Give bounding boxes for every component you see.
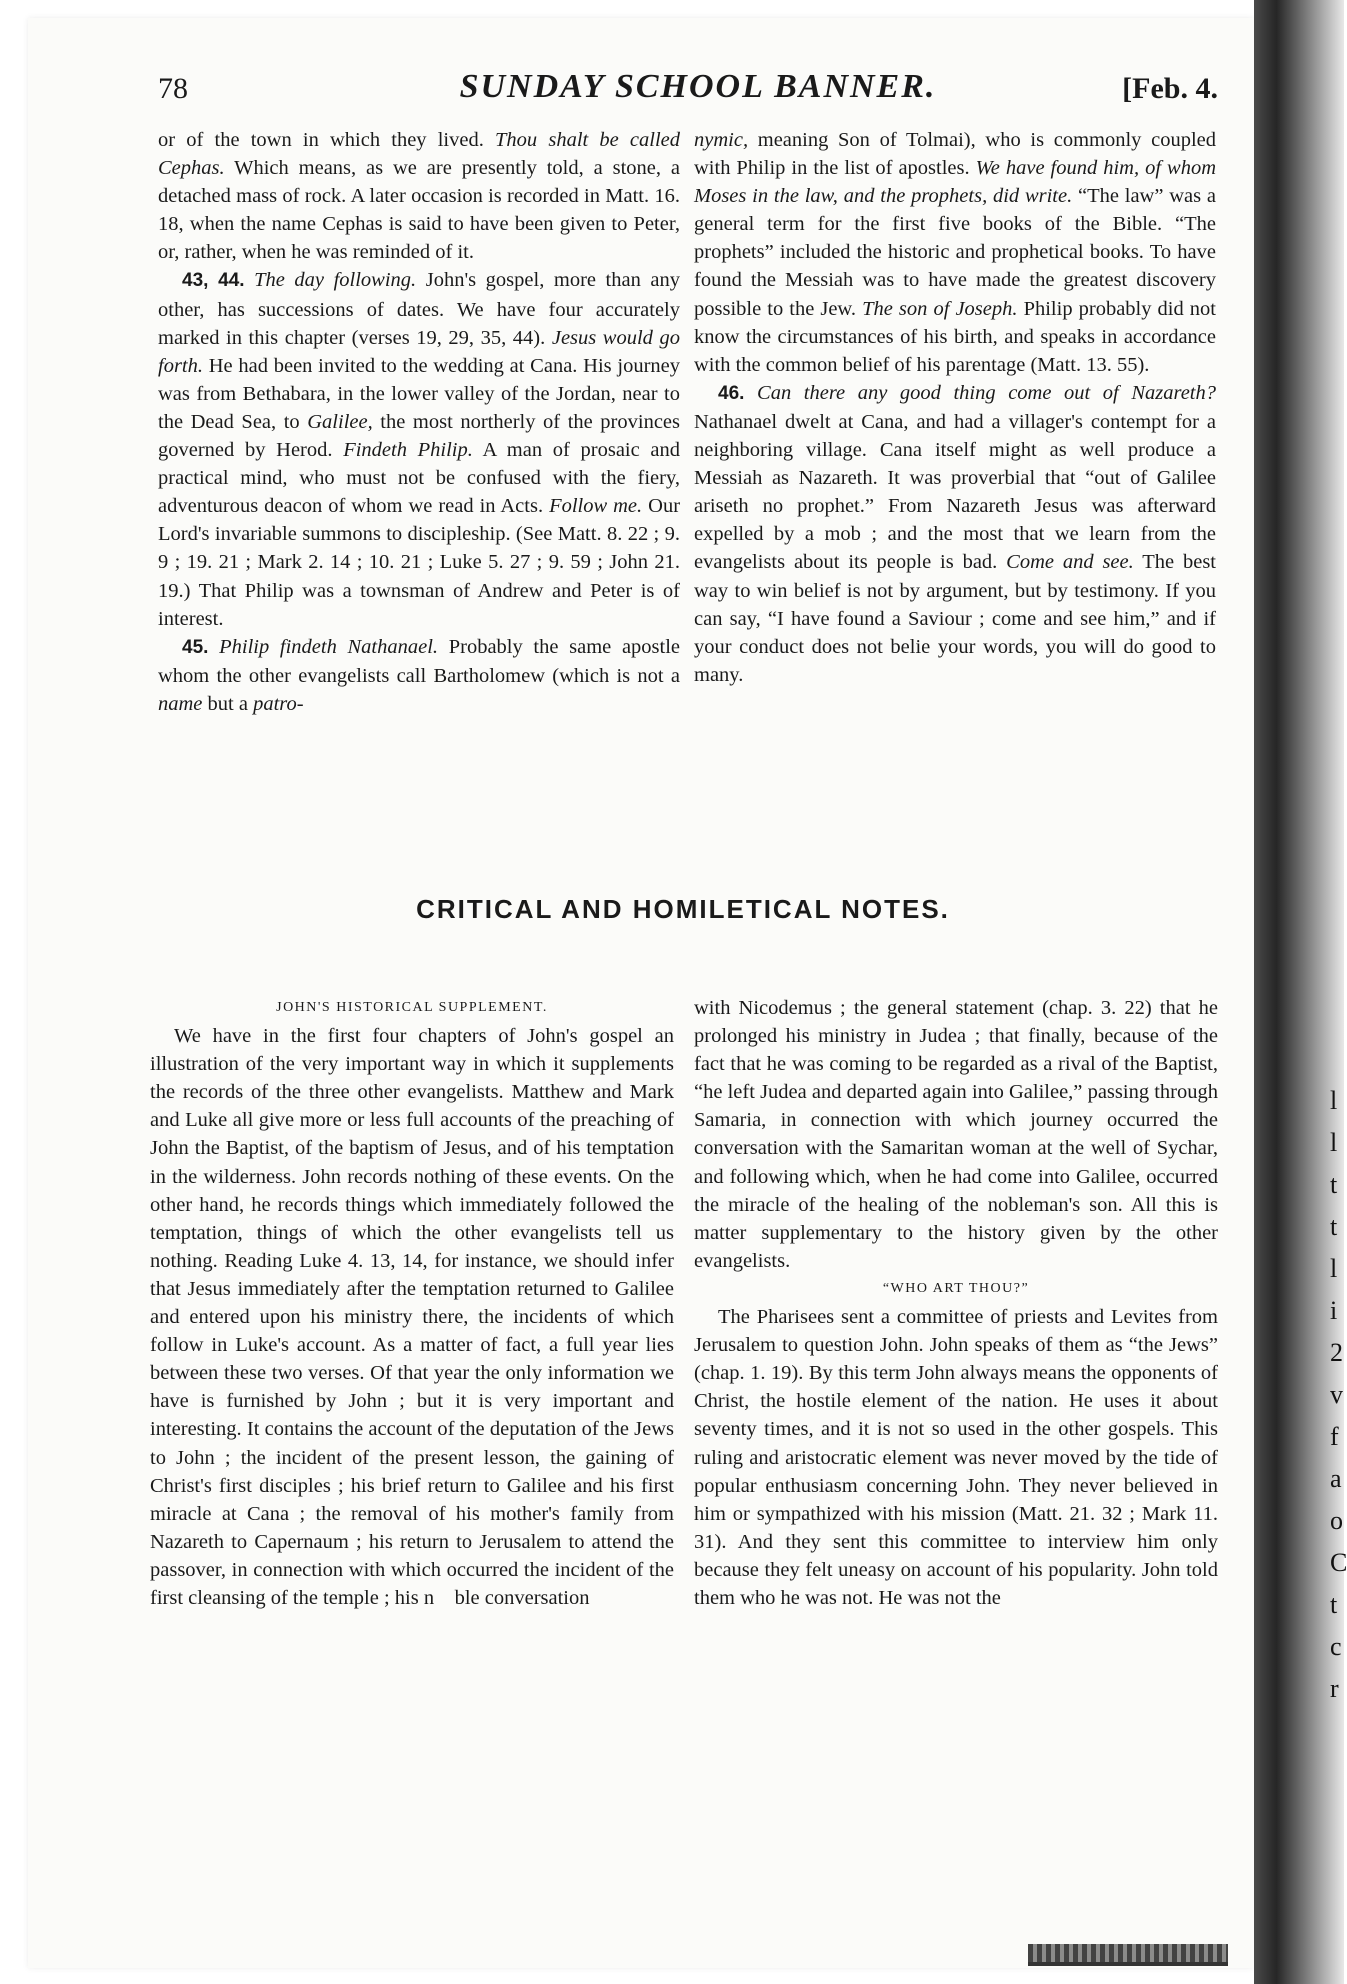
emphasis: name	[158, 692, 203, 715]
text: the most northerly of the provinces governed by Herod.	[158, 410, 681, 462]
fragment: l	[1330, 1128, 1338, 1157]
paragraph-verse-45	[158, 633, 680, 718]
fragment: l	[1330, 1086, 1338, 1115]
text: “The law” was a general term for the first five books of the Bible. “The prophets” included the historic and prophetical books. To have found the Messiah was to have made the greatest discovery possible to the Jew.	[694, 185, 1216, 320]
verse-number: 43, 44.	[182, 270, 245, 292]
text: Nathanael dwelt at Cana, and had a villager's contempt for a neighboring village. Cana itself might as well produce a Messiah as Nazareth. It was proverbial that “out of Galilee ariseth no prophet.” From Nazareth Jesus was afterward expelled by a mob ; and the most that we learn from the evangelists about its people is bad.	[694, 410, 1216, 574]
fragment: o	[1330, 1506, 1343, 1535]
fragment: i	[1330, 1296, 1338, 1325]
paragraph	[158, 126, 680, 266]
text: He had been invited to the wedding at Cana. His journey was from Bethabara, in the lower valley of the Jordan, near to the Dead Sea, to	[158, 354, 681, 433]
column-top-left	[158, 126, 680, 718]
scripture-quote: Follow me.	[549, 495, 643, 518]
section-title: CRITICAL AND HOMILETICAL NOTES.	[416, 894, 950, 924]
scripture-quote: Thou shalt be called Cephas.	[158, 129, 681, 180]
paragraph: with Nicodemus ; the general statement (chap. 3. 22) that he prolonged his ministry in Judea ; that finally, because of the fact that he was coming to be regarded as a rival of the Baptist, “he left Judea and departed again into Galilee,” passing through Samaria, in connection with which journey occurred the conversation with the Samaritan woman at the well of Sychar, and following which, when he had come into Galilee, occurred the miracle of the healing of the nobleman's son. All this is matter supplementary to the history given by the other evangelists.	[694, 997, 1218, 1272]
page-number: 78	[158, 72, 188, 105]
text: meaning Son of Tolmai), who is commonly coupled with Philip in the list of apostles.	[694, 129, 1217, 180]
text: Probably the same apostle whom the other evangelists call Bartholomew (which is not a	[158, 635, 681, 687]
paragraph-verse-46	[694, 379, 1216, 689]
scripture-quote: Can there any good thing come out of Nazareth?	[757, 381, 1216, 404]
fragment: r	[1330, 1674, 1339, 1703]
verse-number: 45.	[182, 636, 209, 658]
emphasis: patro-	[253, 692, 304, 715]
scripture-quote: The day following.	[254, 269, 417, 292]
column-top-right	[694, 126, 1216, 689]
text: or of the town in which they lived.	[158, 129, 484, 151]
scripture-quote: Come and see.	[1006, 551, 1134, 574]
verse-number: 46.	[718, 382, 745, 404]
fragment: a	[1330, 1464, 1342, 1493]
text: A man of prosaic and practical mind, who must not be confused with the fiery, adventurous deacon of whom we read in Acts.	[158, 439, 681, 518]
scripture-quote: The son of Joseph.	[862, 297, 1018, 320]
issue-date: [Feb. 4.	[1122, 72, 1218, 105]
fragment: f	[1330, 1422, 1339, 1451]
paragraph	[694, 126, 1216, 379]
adjacent-page-fragments	[1330, 1080, 1347, 1710]
scripture-quote: We have found him, of whom Moses in the law, and the prophets, did write.	[694, 157, 1216, 208]
journal-title: SUNDAY SCHOOL BANNER.	[459, 68, 937, 105]
emphasis: nymic,	[694, 129, 749, 151]
text: Our Lord's invariable summons to discipleship. (See Matt. 8. 22 ; 9. 9 ; 19. 21 ; Mark 2. 14 ; 10. 21 ; Luke 5. 27 ; 9. 59 ; John 21. 19.) That Philip was a townsman of Andrew and Peter is of interest.	[158, 495, 681, 630]
fragment: C	[1330, 1548, 1347, 1577]
scripture-quote: Galilee,	[307, 410, 373, 433]
text: Which means, as we are presently told, a stone, a detached mass of rock. A later occasion is recorded in Matt. 16. 18, when the name Cephas is said to have been given to Peter, or, rather, when he was reminded of it.	[158, 157, 680, 264]
column-bottom-left	[150, 994, 674, 1612]
subheading: JOHN'S HISTORICAL SUPPLEMENT.	[276, 1000, 548, 1015]
fragment: t	[1330, 1212, 1338, 1241]
column-bottom-right	[694, 994, 1218, 1612]
text: The best way to win belief is not by argument, but by testimony. If you can say, “I have found a Saviour ; come and see him,” and if your conduct does not belie your words, you will do good to many.	[694, 551, 1216, 686]
fragment: t	[1330, 1590, 1338, 1619]
fragment: 2	[1330, 1338, 1343, 1367]
scripture-quote: Findeth Philip.	[343, 439, 473, 462]
scan-mark	[1028, 1944, 1228, 1962]
fragment: v	[1330, 1380, 1343, 1409]
running-header	[158, 68, 1218, 118]
scan-mark	[1028, 1962, 1228, 1966]
scripture-quote: Philip findeth Nathanael.	[219, 635, 439, 658]
paragraph: We have in the first four chapters of John's gospel an illustration of the very important way in which it supplements the records of the three other evangelists. Matthew and Mark and Luke all give more or less full accounts of the preaching of John the Baptist, of the baptism of Jesus, and of his temptation in the wilderness. John records nothing of these events. On the other hand, he records things which immediately followed the temptation, things of which the other evangelists tell us nothing. Reading Luke 4. 13, 14, for instance, we should infer that Jesus immediately after the temptation returned to Galilee and entered upon his ministry there, the incidents of which follow in Luke's account. As a matter of fact, a full year lies between these two verses. Of that year the only information we have is furnished by John ; but it is very important and interesting. It contains the account of the deputation of the Jews to John ; the incident of the present lesson, the gaining of Christ's first disciples ; his brief return to Galilee and his first miracle at Cana ; the removal of his mother's family from Nazareth to Capernaum ; his return to Jerusalem to attend the passover, in connection with which occurred the incident of the first cleansing of the temple ; his n ble conversation	[150, 1025, 674, 1609]
fragment: l	[1330, 1254, 1338, 1283]
text: but a	[207, 692, 248, 715]
text: John's gospel, more than any other, has successions of dates. We have four accurately marked in this chapter (verses 19, 29, 35, 44).	[158, 269, 681, 349]
paragraph: The Pharisees sent a committee of priests and Levites from Jerusalem to question John. John speaks of them as “the Jews” (chap. 1. 19). By this term John always means the opponents of Christ, the hostile element of the nation. He uses it about seventy times, and it is not so used in the other gospels. This ruling and aristocratic element was never moved by the tide of popular enthusiasm concerning John. They never believed in him or sympathized with his mission (Matt. 21. 32 ; Mark 11. 31). And they sent this committee to interview him only because they felt uneasy on account of his popularity. John told them who he was not. He was not the	[694, 1306, 1218, 1609]
text: Philip probably did not know the circumstances of his birth, and speaks in accordance with the common belief of his parentage (Matt. 13. 55).	[694, 297, 1217, 376]
scripture-quote: Jesus would go forth.	[158, 326, 680, 377]
fragment: c	[1330, 1632, 1342, 1661]
subheading: “WHO ART THOU?”	[882, 1280, 1030, 1296]
paragraph-verses-43-44	[158, 266, 680, 632]
fragment: t	[1330, 1170, 1338, 1199]
